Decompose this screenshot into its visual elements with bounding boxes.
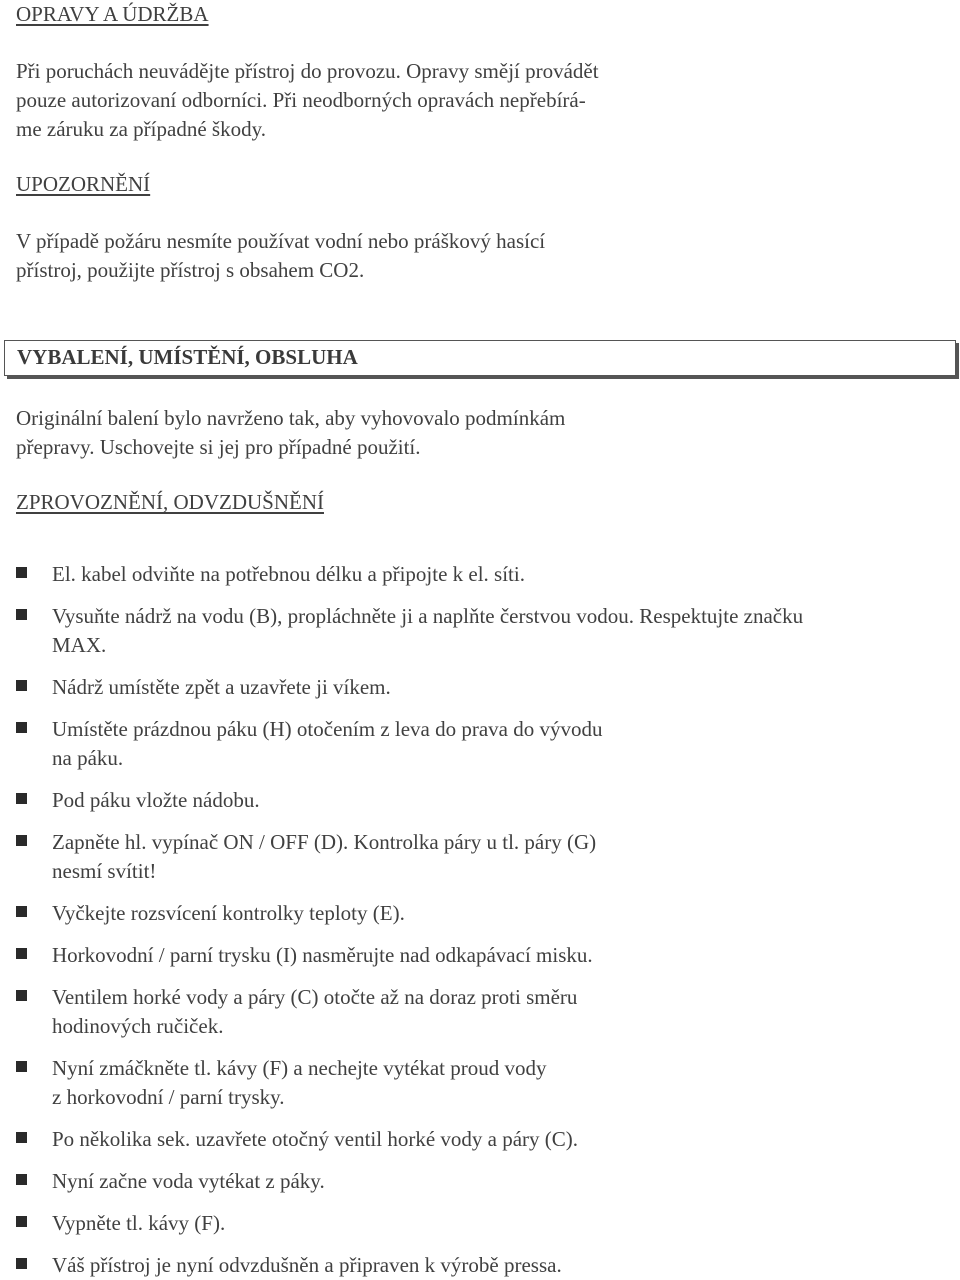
list-item-line: z horkovodní / parní trysky. <box>52 1085 285 1109</box>
bullet-square-icon <box>16 948 27 959</box>
list-item-line: Umístěte prázdnou páku (H) otočením z leva do prava do vývodu <box>52 717 603 741</box>
bullet-square-icon <box>16 1132 27 1143</box>
list-item-line: nesmí svítit! <box>52 859 157 883</box>
list-item-line: na páku. <box>52 746 124 770</box>
list-item-line: Nyní zmáčkněte tl. kávy (F) a nechejte vytékat proud vody <box>52 1056 547 1080</box>
bullet-square-icon <box>16 1258 27 1269</box>
list-item-line: Vysuňte nádrž na vodu (B), propláchněte ji a naplňte čerstvou vodou. Respektujte značku <box>52 604 804 628</box>
list-item-line: Zapněte hl. vypínač ON / OFF (D). Kontrolka páry u tl. páry (G) <box>52 830 597 854</box>
list-item-line: Pod páku vložte nádobu. <box>52 788 260 812</box>
startup-heading: ZPROVOZNĚNÍ, ODVZDUŠNĚNÍ <box>16 490 324 514</box>
bullet-square-icon <box>16 1216 27 1227</box>
list-item-line: Nádrž umístěte zpět a uzavřete ji víkem. <box>52 675 391 699</box>
bullet-square-icon <box>16 793 27 804</box>
repairs-line-2: pouze autorizovaní odborníci. Při neodborných opravách nepřebírá- <box>16 88 586 112</box>
repairs-line-1: Při poruchách neuvádějte přístroj do provozu. Opravy smějí provádět <box>16 59 599 83</box>
bullet-square-icon <box>16 1061 27 1072</box>
list-item-line: Vyčkejte rozsvícení kontrolky teploty (E). <box>52 901 405 925</box>
list-item-line: Váš přístroj je nyní odvzdušněn a připraven k výrobě pressa. <box>52 1253 562 1277</box>
list-item-line: Po několika sek. uzavřete otočný ventil horké vody a páry (C). <box>52 1127 579 1151</box>
warning-line-1: V případě požáru nesmíte používat vodní nebo práškový hasící <box>16 229 546 253</box>
bullet-square-icon <box>16 1174 27 1185</box>
list-item-line: hodinových ručiček. <box>52 1014 224 1038</box>
bullet-square-icon <box>16 680 27 691</box>
unpacking-line-2: přepravy. Uschovejte si jej pro případné použití. <box>16 435 421 459</box>
list-item-line: Vypněte tl. kávy (F). <box>52 1211 226 1235</box>
bullet-square-icon <box>16 722 27 733</box>
bullet-square-icon <box>16 906 27 917</box>
repairs-heading: OPRAVY A ÚDRŽBA <box>16 2 209 26</box>
warning-line-2: přístroj, použijte přístroj s obsahem CO2. <box>16 258 365 282</box>
bullet-square-icon <box>16 609 27 620</box>
list-item-line: Horkovodní / parní trysku (I) nasměrujte nad odkapávací misku. <box>52 943 593 967</box>
repairs-line-3: me záruku za případné škody. <box>16 117 266 141</box>
unpacking-heading-box <box>4 340 956 376</box>
bullet-square-icon <box>16 835 27 846</box>
list-item-line: El. kabel odviňte na potřebnou délku a připojte k el. síti. <box>52 562 525 586</box>
bullet-square-icon <box>16 567 27 578</box>
bullet-square-icon <box>16 990 27 1001</box>
list-item-line: Nyní začne voda vytékat z páky. <box>52 1169 325 1193</box>
list-item-line: MAX. <box>52 633 107 657</box>
warning-heading: UPOZORNĚNÍ <box>16 172 151 196</box>
unpacking-line-1: Originální balení bylo navrženo tak, aby vyhovovalo podmínkám <box>16 406 566 430</box>
list-item-line: Ventilem horké vody a páry (C) otočte až na doraz proti směru <box>52 985 578 1009</box>
unpacking-heading: VYBALENÍ, UMÍSTĚNÍ, OBSLUHA <box>17 345 358 369</box>
